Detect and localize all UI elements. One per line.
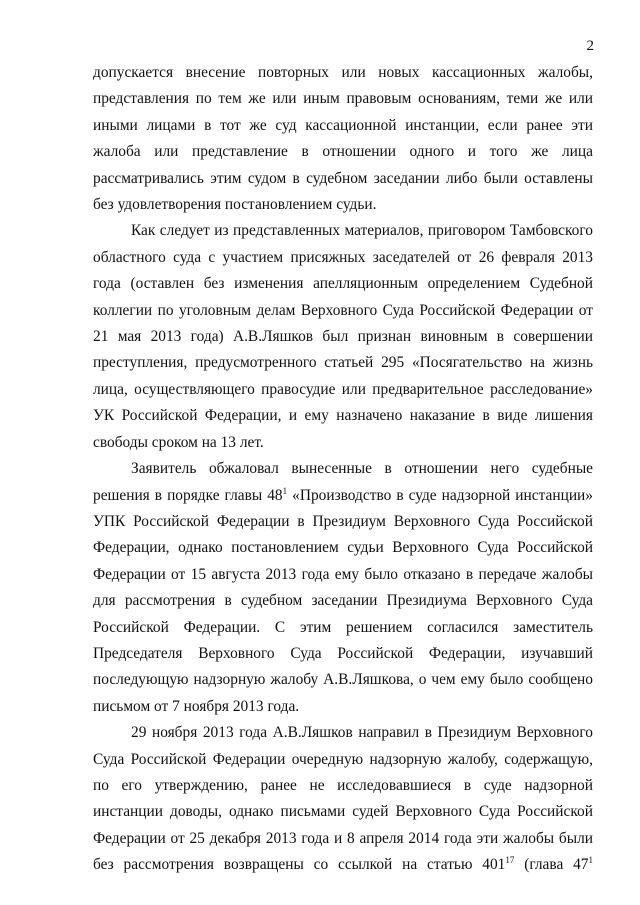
- paragraph-4: [93, 720, 593, 878]
- paragraph-4-text-middle: (глава 47: [514, 856, 589, 874]
- chapter-superscript: 1: [282, 485, 288, 496]
- paragraph-4-text-before: 29 ноября 2013 года А.В.Ляшков направил в Президиум Верховного Суда Российской Федерации очередную надзорную жалобу, содержащую, по его утверждению, ранее не исследовавшиеся в суде надзорной инстанции доводы, однако письмами судей Верховного Суда Российской Федерации от 25 декабря 2013 года и 8 апреля 2014 года эти жалобы были без рассмотрения возвращены со ссылкой на статью 401: [93, 724, 593, 874]
- article-superscript: 17: [505, 855, 515, 866]
- page-number: 2: [586, 38, 594, 54]
- paragraph-1: допускается внесение повторных или новых кассационных жалобы, представления по тем же или иным правовым основаниям, теми же или иными лицами в тот же суд кассационной инстанции, если ранее эти жалоба или представление в отношении одного и того же лица рассматривались этим судом в судебном заседании либо были оставлены без удовлетворения постановлением судьи.: [93, 64, 593, 214]
- paragraph-3: [93, 456, 593, 720]
- document-body: [93, 60, 593, 879]
- paragraph-3-text-after: «Производство в суде надзорной инстанции» УПК Российской Федерации в Президиум Верховного Суда Российской Федерации, однако постановлением судьи Верховного Суда Российской Федерации от 15 августа 2013 года ему было отказано в передаче жалобы для рассмотрения в судебном заседании Президиума Верховного Суда Российской Федерации. С этим решением согласился заместитель Председателя Верховного Суда Российской Федерации, изучавший последующую надзорную жалобу А.В.Ляшкова, о чем ему было сообщено письмом от 7 ноября 2013 года.: [93, 486, 593, 715]
- chapter-47-superscript: 1: [588, 855, 593, 866]
- paragraph-2: Как следует из представленных материалов, приговором Тамбовского областного суда с участием присяжных заседателей от 26 февраля 2013 года (оставлен без изменения апелляционным определением Судебной коллегии по уголовным делам Верховного Суда Российской Федерации от 21 мая 2013 года) А.В.Ляшков был признан виновным в совершении преступления, предусмотренного статьей 295 «Посягательство на жизнь лица, осуществляющего правосудие или предварительное расследование» УК Российской Федерации, и ему назначено наказание в виде лишения свободы сроком на 13 лет.: [93, 222, 593, 451]
- paragraph-3-text-before: Заявитель обжаловал вынесенные в отношении него судебные решения в порядке главы 48: [93, 460, 593, 504]
